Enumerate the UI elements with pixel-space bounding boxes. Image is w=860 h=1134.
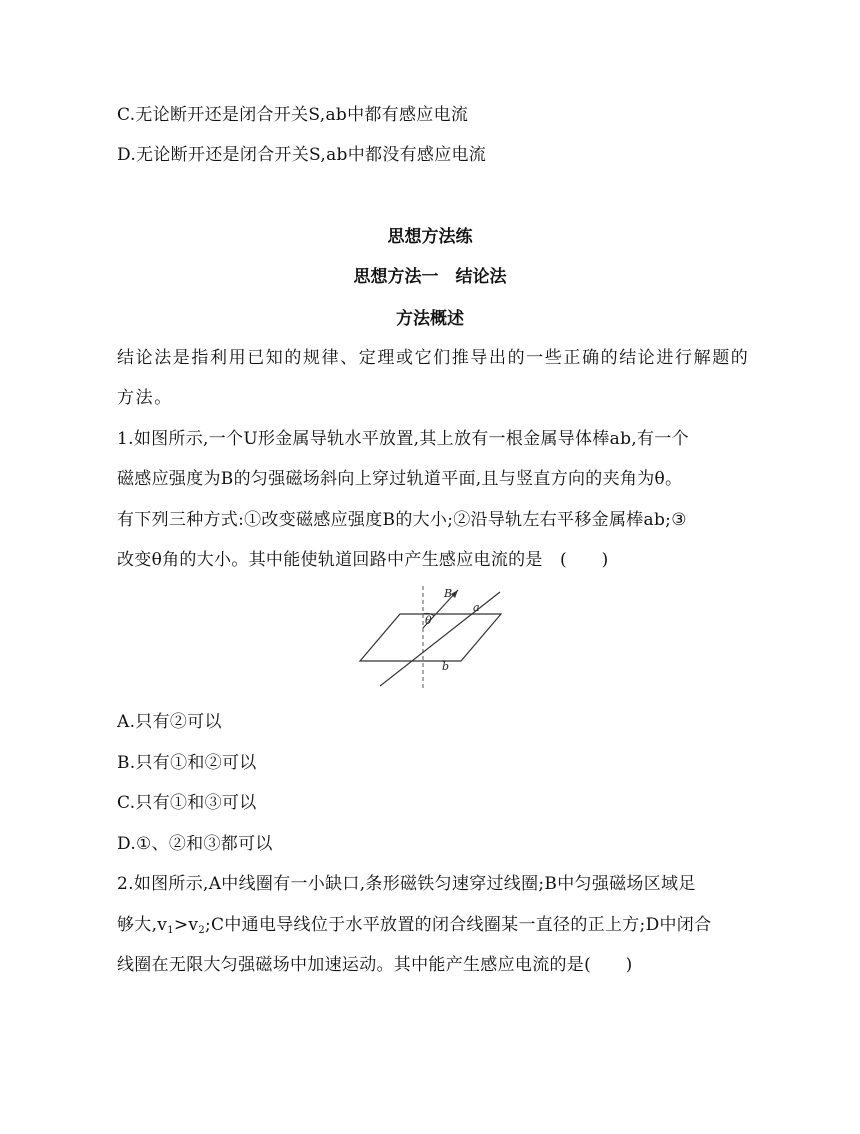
rail-diagram	[355, 584, 505, 690]
rod-ab	[380, 592, 500, 686]
section-subtitle: 思想方法一 结论法	[353, 267, 507, 287]
q1-line3: 有下列三种方式:①改变磁感应强度B的大小;②沿导轨左右平移金属棒ab;③	[117, 510, 687, 530]
q1-line4: 改变θ角的大小。其中能使轨道回路中产生感应电流的是 ( )	[117, 550, 609, 570]
q1-option-c: C.只有①和③可以	[117, 793, 257, 813]
q1-option-b: B.只有①和②可以	[117, 753, 257, 773]
q2-line2-pre: 够大,v	[117, 915, 168, 935]
q1-option-a: A.只有②可以	[117, 712, 222, 732]
section-title: 思想方法练	[387, 227, 473, 247]
prev-option-d: D.无论断开还是闭合开关S,ab中都没有感应电流	[117, 145, 487, 165]
q2-line2-mid: >v	[173, 915, 199, 935]
q1-option-d: D.①、②和③都可以	[117, 834, 273, 854]
q1-line2: 磁感应强度为B的匀强磁场斜向上穿过轨道平面,且与竖直方向的夹角为θ。	[117, 469, 683, 489]
overview-text-line2: 方法。	[117, 388, 173, 408]
label-B: B	[444, 587, 453, 600]
q2-line3: 线圈在无限大匀强磁场中加速运动。其中能产生感应电流的是( )	[117, 955, 633, 975]
label-b: b	[442, 660, 450, 673]
q2-line2-post: ;C中通电导线位于水平放置的闭合线圈某一直径的正上方;D中闭合	[205, 915, 712, 935]
q2-line2	[117, 913, 711, 943]
prev-option-c: C.无论断开还是闭合开关S,ab中都有感应电流	[117, 105, 469, 125]
label-a: a	[473, 601, 480, 614]
q1-line1: 1.如图所示,一个U形金属导轨水平放置,其上放有一根金属导体棒ab,有一个	[117, 429, 689, 449]
rail-magnetic-field-figure	[355, 584, 505, 690]
q2-sub-2: 2	[198, 925, 206, 936]
q2-line1: 2.如图所示,A中线圈有一小缺口,条形磁铁匀速穿过线圈;B中匀强磁场区域足	[117, 874, 696, 894]
label-theta: θ	[425, 614, 432, 627]
q2-sub-1: 1	[167, 925, 174, 936]
section-heading: 方法概述	[396, 309, 464, 329]
overview-text-line1: 结论法是指利用已知的规律、定理或它们推导出的一些正确的结论进行解题的	[117, 348, 750, 368]
